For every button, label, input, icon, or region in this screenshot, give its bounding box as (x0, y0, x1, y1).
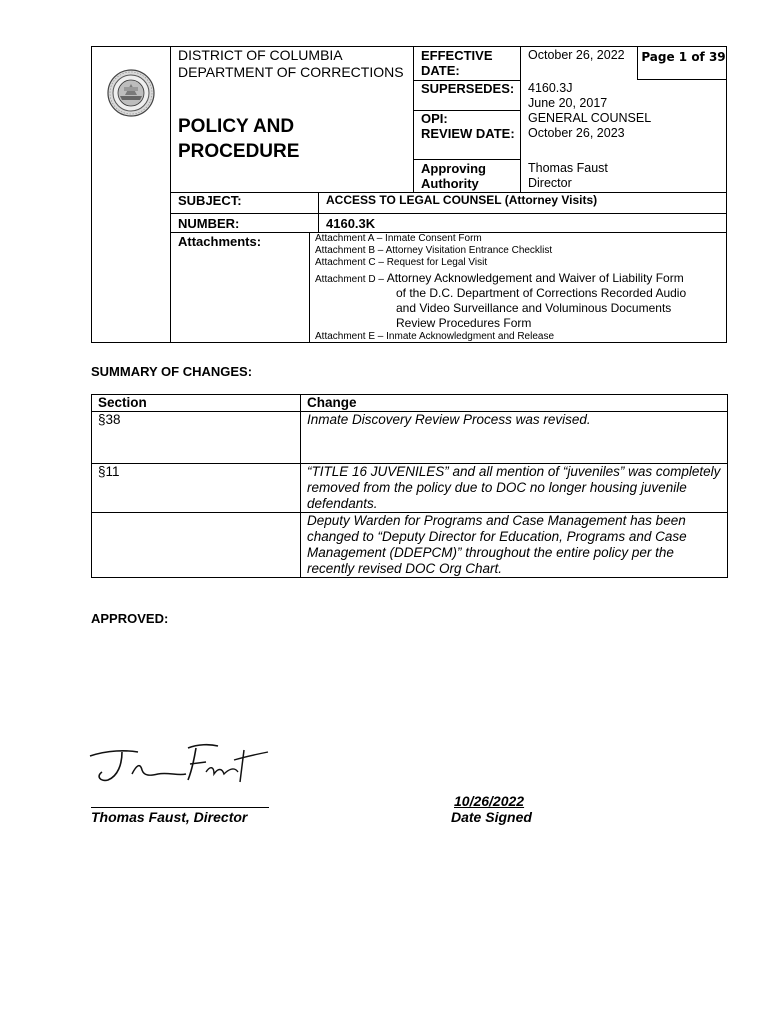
divider (309, 232, 310, 343)
opi-value (528, 111, 651, 141)
approving-label-line-1: Approving (421, 161, 486, 176)
attachments-list (315, 233, 725, 343)
divider (413, 159, 520, 160)
change-cell: “TITLE 16 JUVENILES” and all mention of “juveniles” was completely removed from the policy due to DOC no longer housing juvenile defendants. (301, 464, 728, 513)
supersedes-date: June 20, 2017 (528, 96, 608, 110)
number-label: NUMBER: (178, 216, 240, 231)
approver-name: Thomas Faust (528, 161, 608, 175)
divider (318, 192, 319, 232)
effective-label-line-2: DATE: (421, 63, 460, 78)
attachment-a: Attachment A – Inmate Consent Form (315, 233, 482, 244)
column-header-section: Section (92, 395, 301, 412)
column-header-change: Change (301, 395, 728, 412)
page-number: Page 1 of 39 (641, 50, 726, 64)
attachment-c: Attachment C – Request for Legal Visit (315, 257, 488, 268)
table-header-row (92, 395, 728, 412)
approving-authority-label (421, 161, 486, 191)
divider (637, 79, 727, 80)
agency-name (178, 47, 404, 81)
divider (170, 213, 727, 214)
section-cell (92, 513, 301, 578)
table-row (92, 464, 728, 513)
review-date-value: October 26, 2023 (528, 126, 625, 140)
divider (170, 46, 171, 343)
attachment-b: Attachment B – Attorney Visitation Entrance Checklist (315, 245, 553, 256)
attachment-d-line-1: Attorney Acknowledgement and Waiver of Liability Form (386, 271, 684, 285)
document-type-title (178, 114, 299, 164)
section-cell: §11 (92, 464, 301, 513)
doc-title-line-2: PROCEDURE (178, 141, 300, 162)
divider (520, 46, 521, 192)
agency-line-2: DEPARTMENT OF CORRECTIONS (178, 64, 404, 80)
opi-label-text: OPI: (421, 111, 448, 126)
signer-name: Thomas Faust, Director (91, 809, 248, 825)
approved-label: APPROVED: (91, 611, 169, 626)
subject-label: SUBJECT: (178, 193, 242, 208)
changes-table (91, 394, 728, 578)
subject-value: ACCESS TO LEGAL COUNSEL (Attorney Visits) (326, 193, 598, 207)
date-signed-label: Date Signed (451, 809, 532, 825)
supersedes-number: 4160.3J (528, 81, 573, 95)
table-row (92, 412, 728, 464)
review-date-label: REVIEW DATE: (421, 126, 515, 141)
approving-label-line-2: Authority (421, 176, 479, 191)
divider (637, 46, 638, 79)
attachment-d-prefix: Attachment D – (315, 274, 387, 285)
change-cell: Deputy Warden for Programs and Case Management has been changed to “Deputy Director for Education, Programs and Case Management (DDEPCM)” throughout the entire policy per the recently revised DOC Org Chart. (301, 513, 728, 578)
attachment-e: Attachment E – Inmate Acknowledgment and Release (315, 331, 555, 342)
effective-label-line-1: EFFECTIVE (421, 48, 493, 63)
approving-authority-value (528, 161, 608, 191)
signature-line (91, 807, 269, 808)
supersedes-label: SUPERSEDES: (421, 81, 515, 96)
table-row (92, 513, 728, 578)
attachment-d-line-4: Review Procedures Form (396, 316, 532, 330)
section-cell: §38 (92, 412, 301, 464)
effective-date-label (421, 48, 493, 78)
attachments-label: Attachments: (178, 234, 262, 249)
attachment-d-line-3: and Video Surveillance and Voluminous Documents (396, 301, 672, 315)
approver-title: Director (528, 176, 572, 190)
opi-label (421, 111, 515, 141)
effective-date-value: October 26, 2022 (528, 48, 625, 62)
signature-date: 10/26/2022 (454, 793, 525, 809)
attachment-d (315, 271, 725, 331)
opi-value-text: GENERAL COUNSEL (528, 111, 652, 125)
attachment-d-line-2: of the D.C. Department of Corrections Recorded Audio (396, 286, 687, 300)
summary-of-changes-title: SUMMARY OF CHANGES: (91, 364, 253, 379)
doc-title-line-1: POLICY AND (178, 116, 295, 137)
change-cell: Inmate Discovery Review Process was revised. (301, 412, 728, 464)
supersedes-value (528, 81, 607, 111)
number-value: 4160.3K (326, 216, 376, 231)
dc-corrections-seal-icon (107, 69, 155, 117)
agency-line-1: DISTRICT OF COLUMBIA (178, 47, 343, 63)
handwritten-signature (88, 736, 272, 792)
divider (413, 46, 414, 192)
